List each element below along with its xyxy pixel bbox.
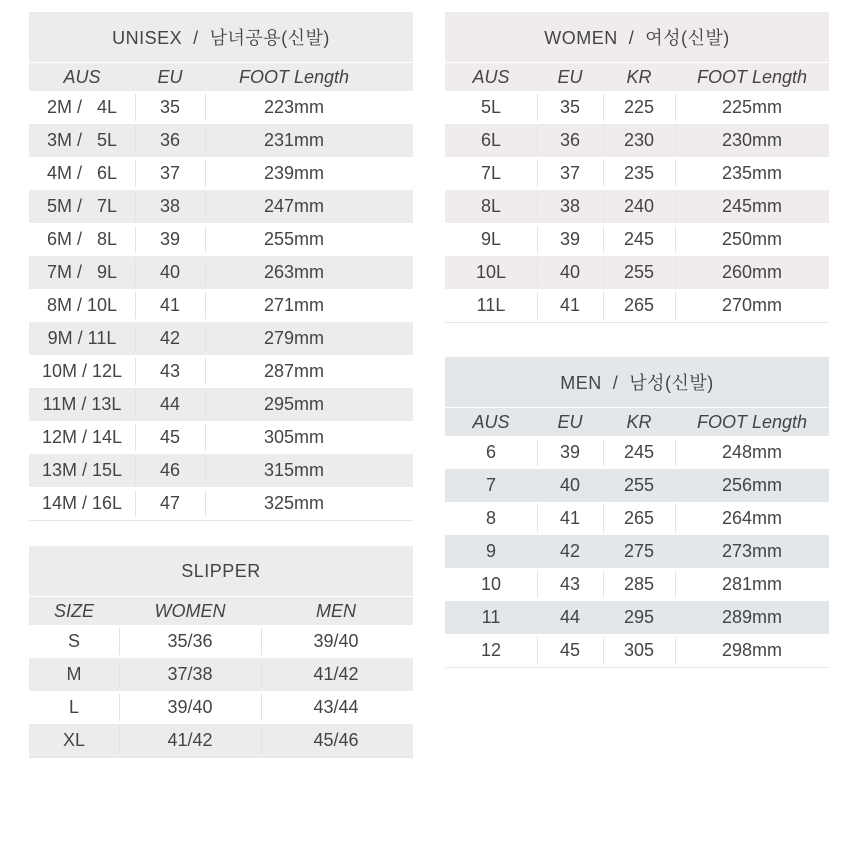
unisex-cell-aus: 13M / 15L: [41, 460, 123, 480]
women-header-foot-length: FOOT Length: [696, 66, 808, 87]
women-header-eu: EU: [557, 66, 583, 87]
unisex-cell-eu: 45: [135, 421, 205, 454]
men-cell-aus: 6: [485, 442, 496, 462]
table-row: [29, 421, 413, 454]
women-cell-aus: 10L: [475, 262, 507, 282]
women-cell-eu: 41: [537, 289, 603, 322]
women-cell-eu: 39: [537, 223, 603, 256]
table-row: [29, 388, 413, 421]
table-row: [29, 487, 413, 520]
unisex-cell-eu: 42: [135, 322, 205, 355]
unisex-cell-foot-length: 271mm: [205, 289, 383, 322]
slipper-header-size: SIZE: [53, 600, 94, 621]
women-header-kr: KR: [626, 66, 652, 87]
women-cell-eu: 40: [537, 256, 603, 289]
men-cell-eu: 41: [537, 502, 603, 535]
unisex-cell-foot-length: 231mm: [205, 124, 383, 157]
unisex-cell-foot-length: 247mm: [205, 190, 383, 223]
table-row: [445, 601, 829, 634]
unisex-cell-aus: 7M / 9L: [46, 262, 118, 282]
women-cell-eu: 36: [537, 124, 603, 157]
women-cell-aus: 8L: [480, 196, 502, 216]
table-row: [445, 289, 829, 322]
table-row: [29, 625, 413, 658]
unisex-cell-foot-length: 287mm: [205, 355, 383, 388]
table-row: [445, 469, 829, 502]
unisex-cell-eu: 43: [135, 355, 205, 388]
unisex-cell-foot-length: 263mm: [205, 256, 383, 289]
table-row: [29, 256, 413, 289]
unisex-cell-aus: 11M / 13L: [42, 394, 122, 414]
women-column-headers: [445, 62, 829, 91]
table-row: [29, 322, 413, 355]
men-cell-foot-length: 248mm: [675, 436, 829, 469]
unisex-header-aus: AUS: [63, 66, 101, 87]
men-cell-eu: 43: [537, 568, 603, 601]
table-row: [29, 223, 413, 256]
unisex-cell-foot-length: 255mm: [205, 223, 383, 256]
unisex-cell-aus: 10M / 12L: [41, 361, 123, 381]
slipper-cell-women: 37/38: [119, 658, 261, 691]
men-cell-kr: 295: [603, 601, 675, 634]
men-cell-foot-length: 256mm: [675, 469, 829, 502]
men-cell-kr: 245: [603, 436, 675, 469]
table-row: [29, 355, 413, 388]
men-cell-eu: 44: [537, 601, 603, 634]
women-table-body: [445, 91, 829, 322]
men-cell-aus: 10: [480, 574, 502, 594]
unisex-table-title: UNISEX / 남녀공용(신발): [29, 12, 413, 62]
unisex-cell-eu: 35: [135, 91, 205, 124]
men-cell-foot-length: 273mm: [675, 535, 829, 568]
unisex-cell-aus: 4M / 6L: [46, 163, 118, 183]
men-cell-aus: 7: [485, 475, 496, 495]
men-cell-kr: 285: [603, 568, 675, 601]
men-size-table: [445, 357, 829, 668]
slipper-size-table: [29, 546, 413, 758]
unisex-cell-foot-length: 239mm: [205, 157, 383, 190]
slipper-cell-men: 45/46: [261, 724, 411, 757]
men-header-foot-length: FOOT Length: [696, 411, 808, 432]
women-cell-kr: 235: [603, 157, 675, 190]
men-cell-eu: 42: [537, 535, 603, 568]
unisex-cell-eu: 38: [135, 190, 205, 223]
unisex-cell-aus: 2M / 4L: [46, 97, 118, 117]
unisex-cell-eu: 40: [135, 256, 205, 289]
unisex-cell-foot-length: 325mm: [205, 487, 383, 520]
men-header-aus: AUS: [472, 411, 510, 432]
men-cell-aus: 8: [485, 508, 496, 528]
slipper-cell-men: 43/44: [261, 691, 411, 724]
table-row: [29, 289, 413, 322]
men-table-title: MEN / 남성(신발): [445, 357, 829, 407]
unisex-cell-eu: 39: [135, 223, 205, 256]
table-row: [445, 223, 829, 256]
table-row: [445, 436, 829, 469]
table-row: [445, 190, 829, 223]
unisex-cell-aus: 8M / 10L: [46, 295, 118, 315]
unisex-header-eu: EU: [157, 66, 183, 87]
men-cell-eu: 45: [537, 634, 603, 667]
women-size-table: [445, 12, 829, 323]
men-header-kr: KR: [626, 411, 652, 432]
women-cell-aus: 7L: [480, 163, 502, 183]
slipper-table-body: [29, 625, 413, 757]
unisex-cell-foot-length: 223mm: [205, 91, 383, 124]
unisex-column-headers: [29, 62, 413, 91]
slipper-cell-women: 35/36: [119, 625, 261, 658]
slipper-cell-size: XL: [62, 730, 86, 750]
women-cell-foot-length: 250mm: [675, 223, 829, 256]
table-row: [445, 568, 829, 601]
women-cell-foot-length: 270mm: [675, 289, 829, 322]
women-cell-foot-length: 245mm: [675, 190, 829, 223]
table-row: [445, 535, 829, 568]
unisex-cell-eu: 47: [135, 487, 205, 520]
unisex-cell-aus: 14M / 16L: [41, 493, 123, 513]
men-header-eu: EU: [557, 411, 583, 432]
slipper-cell-men: 39/40: [261, 625, 411, 658]
unisex-table-body: [29, 91, 413, 520]
women-cell-foot-length: 260mm: [675, 256, 829, 289]
women-cell-kr: 230: [603, 124, 675, 157]
women-cell-eu: 38: [537, 190, 603, 223]
slipper-cell-size: M: [66, 664, 82, 684]
men-cell-kr: 265: [603, 502, 675, 535]
men-cell-eu: 39: [537, 436, 603, 469]
unisex-cell-aus: 3M / 5L: [46, 130, 118, 150]
unisex-cell-foot-length: 279mm: [205, 322, 383, 355]
table-row: [445, 91, 829, 124]
unisex-cell-foot-length: 295mm: [205, 388, 383, 421]
unisex-cell-eu: 41: [135, 289, 205, 322]
unisex-cell-eu: 37: [135, 157, 205, 190]
men-table-body: [445, 436, 829, 667]
unisex-cell-eu: 36: [135, 124, 205, 157]
women-cell-eu: 37: [537, 157, 603, 190]
slipper-table-title: SLIPPER: [29, 546, 413, 596]
table-row: [29, 157, 413, 190]
women-cell-aus: 9L: [480, 229, 502, 249]
women-cell-kr: 240: [603, 190, 675, 223]
men-cell-foot-length: 298mm: [675, 634, 829, 667]
men-cell-kr: 255: [603, 469, 675, 502]
men-cell-aus: 12: [480, 640, 502, 660]
women-cell-aus: 5L: [480, 97, 502, 117]
table-row: [29, 190, 413, 223]
slipper-column-headers: [29, 596, 413, 625]
women-cell-kr: 225: [603, 91, 675, 124]
women-table-title: WOMEN / 여성(신발): [445, 12, 829, 62]
table-row: [29, 91, 413, 124]
women-cell-kr: 245: [603, 223, 675, 256]
men-cell-foot-length: 264mm: [675, 502, 829, 535]
unisex-cell-foot-length: 305mm: [205, 421, 383, 454]
table-row: [29, 124, 413, 157]
slipper-cell-size: L: [68, 697, 79, 717]
women-cell-kr: 255: [603, 256, 675, 289]
table-row: [445, 124, 829, 157]
slipper-cell-women: 39/40: [119, 691, 261, 724]
women-cell-foot-length: 230mm: [675, 124, 829, 157]
men-cell-foot-length: 289mm: [675, 601, 829, 634]
slipper-header-women: WOMEN: [154, 600, 226, 621]
unisex-cell-eu: 46: [135, 454, 205, 487]
men-cell-kr: 275: [603, 535, 675, 568]
slipper-cell-men: 41/42: [261, 658, 411, 691]
men-column-headers: [445, 407, 829, 436]
unisex-cell-aus: 12M / 14L: [41, 427, 123, 447]
unisex-cell-eu: 44: [135, 388, 205, 421]
table-row: [445, 502, 829, 535]
men-cell-eu: 40: [537, 469, 603, 502]
unisex-cell-aus: 5M / 7L: [46, 196, 118, 216]
unisex-cell-aus: 9M / 11L: [47, 328, 117, 348]
men-cell-kr: 305: [603, 634, 675, 667]
women-cell-foot-length: 225mm: [675, 91, 829, 124]
table-row: [29, 658, 413, 691]
slipper-header-men: MEN: [316, 600, 356, 621]
women-header-aus: AUS: [472, 66, 510, 87]
table-row: [29, 454, 413, 487]
slipper-cell-size: S: [67, 631, 80, 651]
table-row: [445, 634, 829, 667]
unisex-cell-foot-length: 315mm: [205, 454, 383, 487]
table-row: [445, 256, 829, 289]
men-cell-foot-length: 281mm: [675, 568, 829, 601]
women-cell-aus: 11L: [476, 295, 506, 315]
slipper-cell-women: 41/42: [119, 724, 261, 757]
table-row: [29, 691, 413, 724]
table-row: [29, 724, 413, 757]
unisex-cell-aus: 6M / 8L: [46, 229, 118, 249]
men-cell-aus: 9: [485, 541, 496, 561]
unisex-header-foot-length: FOOT Length: [238, 66, 350, 87]
women-cell-aus: 6L: [480, 130, 502, 150]
men-cell-aus: 11: [481, 607, 501, 627]
women-cell-eu: 35: [537, 91, 603, 124]
unisex-size-table: [29, 12, 413, 521]
women-cell-kr: 265: [603, 289, 675, 322]
women-cell-foot-length: 235mm: [675, 157, 829, 190]
table-row: [445, 157, 829, 190]
